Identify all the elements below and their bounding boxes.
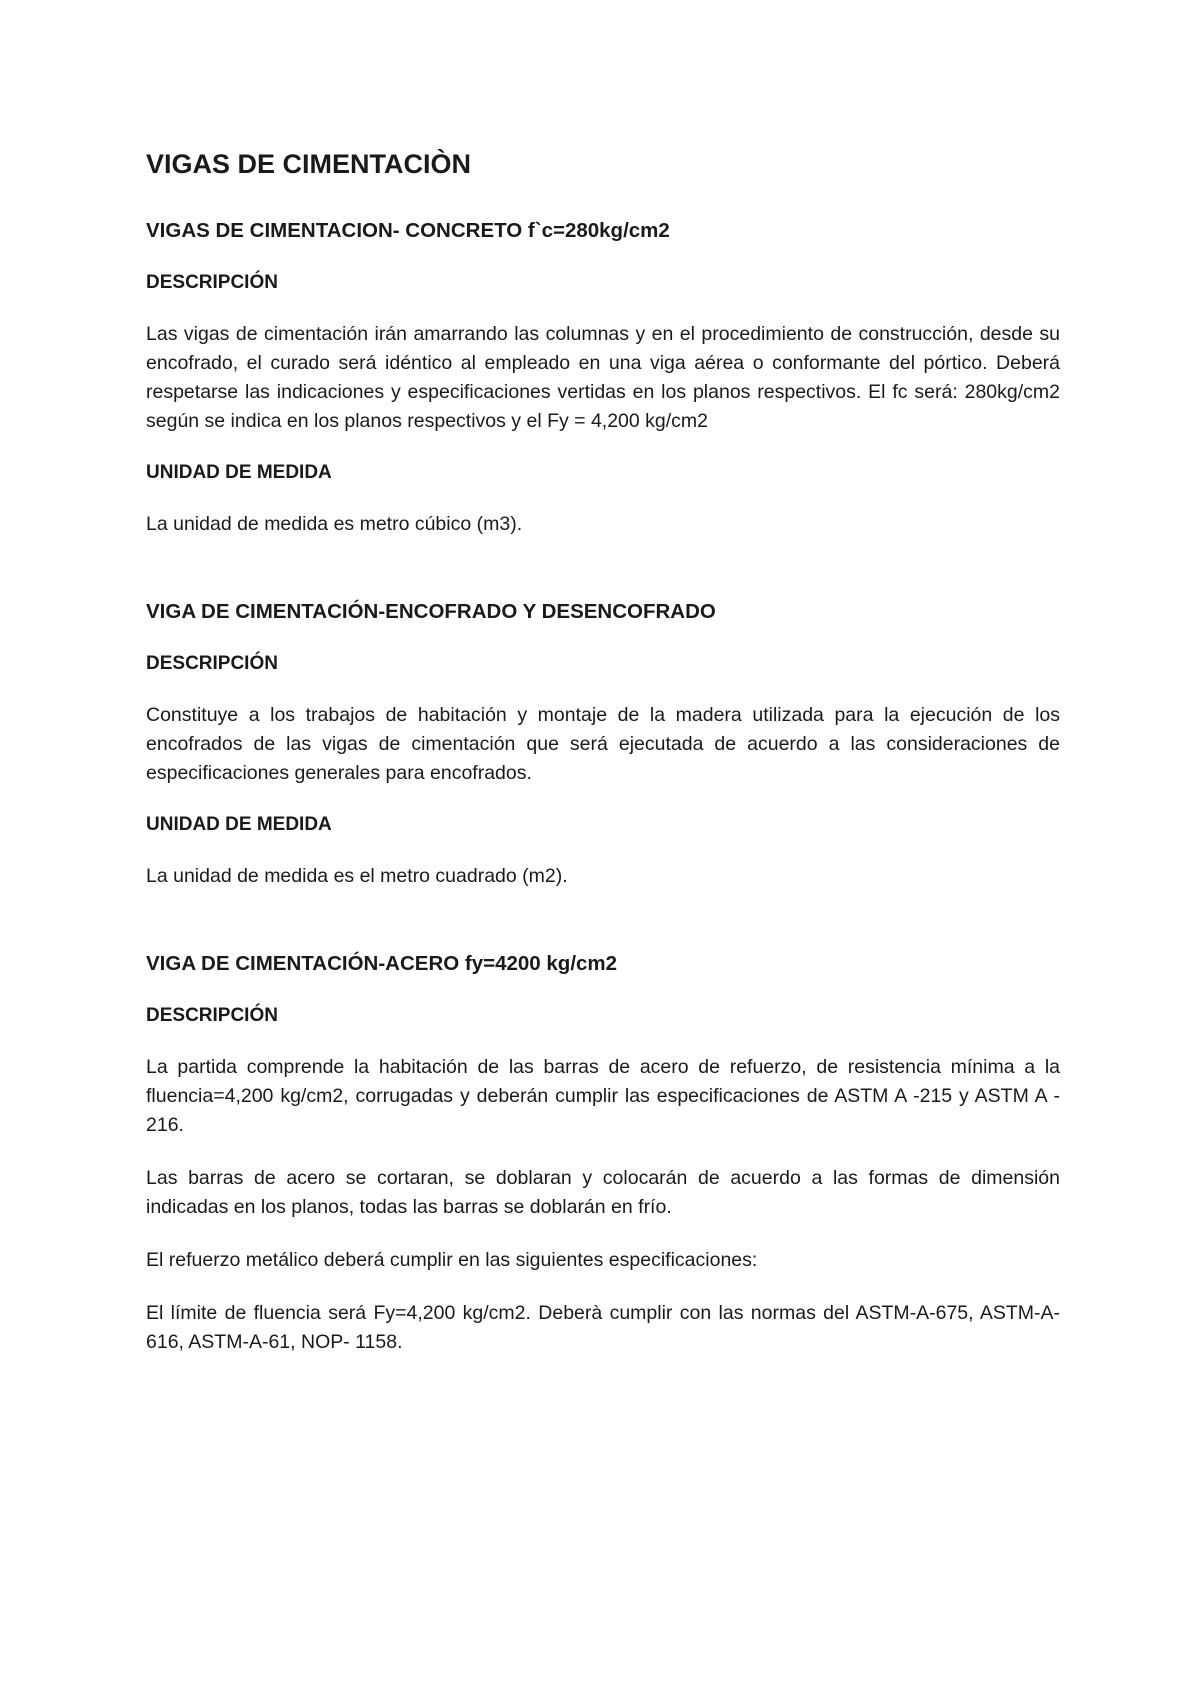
unit-text: La unidad de medida es el metro cuadrado (m2).: [146, 865, 568, 887]
section-concreto: [146, 218, 1060, 539]
description-label: DESCRIPCIÓN: [146, 1005, 278, 1026]
unit-text: La unidad de medida es metro cúbico (m3).: [146, 513, 523, 535]
description-label: DESCRIPCIÓN: [146, 272, 278, 293]
section-spacer: [146, 891, 1060, 951]
description-paragraph: Las barras de acero se cortaran, se doblaran y colocarán de acuerdo a las formas de dimensión indicadas en los planos, todas las barras se doblarán en frío.: [146, 1167, 1060, 1218]
section-heading: VIGA DE CIMENTACIÓN-ENCOFRADO Y DESENCOFRADO: [146, 600, 716, 623]
section-encofrado: [146, 599, 1060, 891]
description-paragraph: El límite de fluencia será Fy=4,200 kg/cm2. Deberà cumplir con las normas del ASTM-A-675, ASTM-A-616, ASTM-A-61, NOP- 1158.: [146, 1302, 1060, 1353]
section-heading: VIGAS DE CIMENTACION- CONCRETO f`c=280kg/cm2: [146, 219, 670, 242]
section-acero: [146, 951, 1060, 1357]
description-text: Las vigas de cimentación irán amarrando las columnas y en el procedimiento de construcción, desde su encofrado, el curado será idéntico al empleado en una viga aérea o conformante del pórtico. Deberá respetarse las indicaciones y especificaciones vertidas en los planos respectivos. El fc será: 280kg/cm2 según se indica en los planos respectivos y el Fy = 4,200 kg/cm2: [146, 323, 1060, 432]
section-heading: VIGA DE CIMENTACIÓN-ACERO fy=4200 kg/cm2: [146, 952, 618, 975]
document-content: [146, 148, 1060, 1381]
description-text: Constituye a los trabajos de habitación y montaje de la madera utilizada para la ejecución de los encofrados de las vigas de cimentación que será ejecutada de acuerdo a las consideraciones de especificaciones generales para encofrados.: [146, 704, 1060, 784]
unit-label: UNIDAD DE MEDIDA: [146, 814, 332, 835]
unit-label: UNIDAD DE MEDIDA: [146, 462, 332, 483]
description-paragraph: El refuerzo metálico deberá cumplir en las siguientes especificaciones:: [146, 1249, 758, 1271]
document-title: VIGAS DE CIMENTACIÒN: [146, 149, 472, 179]
description-label: DESCRIPCIÓN: [146, 653, 278, 674]
description-paragraph: La partida comprende la habitación de las barras de acero de refuerzo, de resistencia mínima a la fluencia=4,200 kg/cm2, corrugadas y deberán cumplir las especificaciones de ASTM A -215 y ASTM A - 216.: [146, 1056, 1060, 1136]
section-spacer: [146, 539, 1060, 599]
